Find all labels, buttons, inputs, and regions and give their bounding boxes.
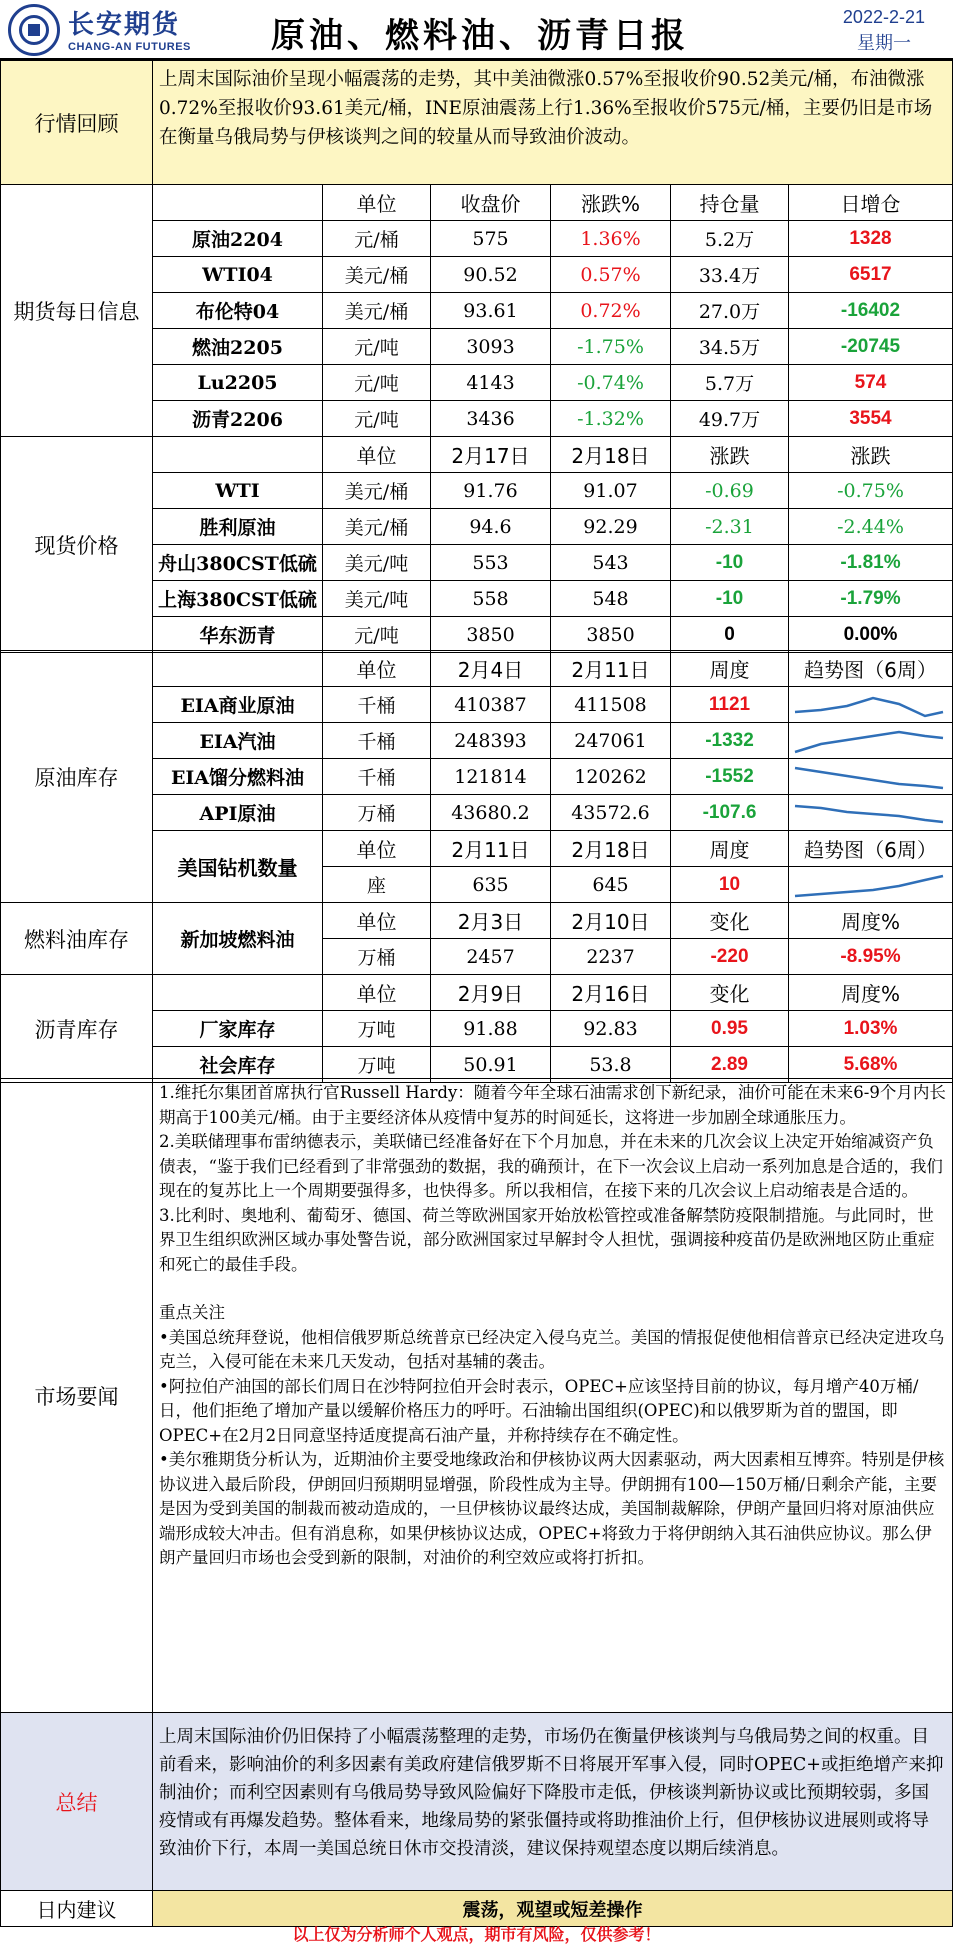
spot-row-d2: 92.29 xyxy=(551,509,671,545)
futures-label: 期货每日信息 xyxy=(1,185,153,437)
advice-label: 日内建议 xyxy=(1,1891,153,1927)
futures-row-name: 燃油2205 xyxy=(153,329,323,365)
futures-header-name xyxy=(153,185,323,221)
futures-row-close: 3093 xyxy=(431,329,551,365)
crude-row-d2: 411508 xyxy=(551,687,671,723)
spot-row-unit: 美元/桶 xyxy=(323,473,431,509)
futures-header-chg: 涨跌% xyxy=(551,185,671,221)
asphalt-header-d1: 2月9日 xyxy=(431,975,551,1011)
futures-row-oi: 5.7万 xyxy=(671,365,789,401)
news-item: •美尔雅期货分析认为，近期油价主要受地缘政治和伊核协议两大因素驱动，两大因素相互博弈。特别是伊核协议进入最后阶段，伊朗回归预期明显增强，阶段性成为主导。伊朗拥有100—150万桶/日剩余产能，主要是因为受到美国的制裁而被动造成的，一旦伊核协议最终达成，美国制裁解除，伊朗产量回归将对原油供应端形成较大冲击。但有消息称，如果伊核协议达成，OPEC+将致力于将伊朗纳入其石油供应协议。那么伊朗产量回归市场也会受到新的限制，对油价的利空效应或将打折扣。 xyxy=(159,1450,945,1567)
crude-row-d2: 247061 xyxy=(551,723,671,759)
crude-row-d2: 120262 xyxy=(551,759,671,795)
trend-sparkline xyxy=(791,870,947,900)
summary-table xyxy=(0,1712,953,1891)
crude-row-chg: 1121 xyxy=(671,687,789,723)
news-table xyxy=(0,1078,953,1713)
spot-header-d1: 2月17日 xyxy=(431,437,551,473)
futures-header-oi: 持仓量 xyxy=(671,185,789,221)
spot-label: 现货价格 xyxy=(1,437,153,653)
trend-sparkline xyxy=(791,798,947,828)
futures-row-daily: -20745 xyxy=(789,329,953,365)
crude-row-chg: -1552 xyxy=(671,759,789,795)
futures-row-daily: 574 xyxy=(789,365,953,401)
crude-row-name: EIA商业原油 xyxy=(153,687,323,723)
fuel-header-unit: 单位 xyxy=(323,903,431,939)
futures-row-close: 4143 xyxy=(431,365,551,401)
spot-row-chg: -10 xyxy=(671,545,789,581)
spot-row-unit: 美元/桶 xyxy=(323,509,431,545)
futures-row-close: 90.52 xyxy=(431,257,551,293)
crude-row-name: EIA馏分燃料油 xyxy=(153,759,323,795)
asphalt-header-chg: 变化 xyxy=(671,975,789,1011)
futures-row-name: 原油2204 xyxy=(153,221,323,257)
spot-row-d2: 91.07 xyxy=(551,473,671,509)
fuel-header-chg: 变化 xyxy=(671,903,789,939)
crude-row-name: EIA汽油 xyxy=(153,723,323,759)
rig-header-chg: 周度 xyxy=(671,831,789,867)
brand xyxy=(68,4,191,53)
summary-label: 总结 xyxy=(1,1713,153,1891)
rig-header-trend: 趋势图（6周） xyxy=(789,831,953,867)
trend-sparkline xyxy=(791,726,947,756)
futures-row-unit: 美元/桶 xyxy=(323,257,431,293)
futures-row-daily: 6517 xyxy=(789,257,953,293)
futures-row-chg: -1.75% xyxy=(551,329,671,365)
trend-sparkline-cell xyxy=(789,723,953,759)
crude-header-chg: 周度 xyxy=(671,651,789,687)
futures-row-close: 93.61 xyxy=(431,293,551,329)
spot-row-unit: 元/吨 xyxy=(323,617,431,653)
asphalt-row-unit: 万吨 xyxy=(323,1047,431,1083)
spot-row-pct: -1.81% xyxy=(789,545,953,581)
asphalt-header-unit: 单位 xyxy=(323,975,431,1011)
disclaimer: 以上仅为分析师个人观点，期市有风险，仅供参考！ xyxy=(292,1925,661,1944)
fuel-stock-label: 燃料油库存 xyxy=(1,903,153,975)
spot-row-d1: 558 xyxy=(431,581,551,617)
spot-row-chg: -0.69 xyxy=(671,473,789,509)
futures-header-unit: 单位 xyxy=(323,185,431,221)
futures-row-name: WTI04 xyxy=(153,257,323,293)
spot-row-name: WTI xyxy=(153,473,323,509)
rig-header-d1: 2月11日 xyxy=(431,831,551,867)
spot-header-unit: 单位 xyxy=(323,437,431,473)
futures-row-unit: 元/吨 xyxy=(323,329,431,365)
trend-sparkline-cell xyxy=(789,687,953,723)
news-item: 2.美联储理事布雷纳德表示，美联储已经准备好在下个月加息，并在未来的几次会议上决定开始缩减资产负债表，“鉴于我们已经看到了非常强劲的数据，我的确预计，在下一次会议上启动一系列加息是合适的，我们现在的复苏比上一个周期要强得多，也快得多。所以我相信，在接下来的几次会议上启动缩表是合适的。 xyxy=(159,1132,943,1200)
asphalt-row-name: 社会库存 xyxy=(153,1047,323,1083)
spot-row-pct: -0.75% xyxy=(789,473,953,509)
spot-header-d2: 2月18日 xyxy=(551,437,671,473)
news-spacer xyxy=(159,1277,946,1301)
futures-row-chg: -0.74% xyxy=(551,365,671,401)
asphalt-stock-table xyxy=(0,974,953,1083)
asphalt-header-name xyxy=(153,975,323,1011)
asphalt-row-d2: 53.8 xyxy=(551,1047,671,1083)
futures-header-daily: 日增仓 xyxy=(789,185,953,221)
trend-sparkline-cell xyxy=(789,795,953,831)
futures-table xyxy=(0,184,953,437)
futures-row-oi: 49.7万 xyxy=(671,401,789,437)
fuel-header-d2: 2月10日 xyxy=(551,903,671,939)
crude-header-d1: 2月4日 xyxy=(431,651,551,687)
futures-row-daily: -16402 xyxy=(789,293,953,329)
company-logo xyxy=(8,4,60,56)
asphalt-header-pct: 周度% xyxy=(789,975,953,1011)
futures-row-chg: 0.57% xyxy=(551,257,671,293)
futures-row-name: 布伦特04 xyxy=(153,293,323,329)
asphalt-row-pct: 1.03% xyxy=(789,1011,953,1047)
asphalt-row-chg: 2.89 xyxy=(671,1047,789,1083)
report-date: 2022-2-21 xyxy=(842,7,925,27)
news-item: •美国总统拜登说，他相信俄罗斯总统普京已经决定入侵乌克兰。美国的情报促使他相信普京已经决定进攻乌克兰，入侵可能在未来几天发动，包括对基辅的袭击。 xyxy=(159,1327,945,1371)
crude-row-d1: 121814 xyxy=(431,759,551,795)
brand-name-cn: 长安期货 xyxy=(68,10,181,40)
rig-unit: 座 xyxy=(323,867,431,903)
fuel-stock-table xyxy=(0,902,953,975)
fuel-stock-name: 新加坡燃料油 xyxy=(153,903,323,975)
futures-row-unit: 元/吨 xyxy=(323,365,431,401)
rig-count-name: 美国钻机数量 xyxy=(153,831,323,903)
spot-header-name xyxy=(153,437,323,473)
rig-header-unit: 单位 xyxy=(323,831,431,867)
asphalt-row-d1: 50.91 xyxy=(431,1047,551,1083)
futures-row-unit: 元/桶 xyxy=(323,221,431,257)
fuel-d2: 2237 xyxy=(551,939,671,975)
spot-row-d1: 3850 xyxy=(431,617,551,653)
brand-name-en: CHANG-AN FUTURES xyxy=(68,41,191,53)
crude-stock-table xyxy=(0,650,953,903)
spot-row-pct: 0.00% xyxy=(789,617,953,653)
spot-row-d2: 548 xyxy=(551,581,671,617)
summary-text: 上周末国际油价仍旧保持了小幅震荡整理的走势，市场仍在衡量伊核谈判与乌俄局势之间的权重。目前看来，影响油价的利多因素有美政府建信俄罗斯不日将展开军事入侵，同时OPEC+或拒绝增产来抑制油价；而利空因素则有乌俄局势导致风险偏好下降股市走低，伊核谈判新协议或比预期较弱，多国疫情或有再爆发趋势。整体看来，地缘局势的紧张僵持或将助推油价上行，但伊核协议进展则或将导致油价下行，本周一美国总统日休市交投清淡，建议保持观望态度以期后续消息。 xyxy=(153,1713,953,1891)
trend-sparkline xyxy=(791,690,947,720)
crude-row-d1: 248393 xyxy=(431,723,551,759)
spot-row-pct: -1.79% xyxy=(789,581,953,617)
rig-chg: 10 xyxy=(671,867,789,903)
crude-header-unit: 单位 xyxy=(323,651,431,687)
crude-header-d2: 2月11日 xyxy=(551,651,671,687)
asphalt-row-chg: 0.95 xyxy=(671,1011,789,1047)
futures-row-name: Lu2205 xyxy=(153,365,323,401)
futures-row-daily: 3554 xyxy=(789,401,953,437)
asphalt-row-unit: 万吨 xyxy=(323,1011,431,1047)
rig-d1: 635 xyxy=(431,867,551,903)
crude-row-unit: 千桶 xyxy=(323,723,431,759)
futures-row-unit: 美元/桶 xyxy=(323,293,431,329)
spot-row-chg: -10 xyxy=(671,581,789,617)
futures-row-oi: 27.0万 xyxy=(671,293,789,329)
report-title: 原油、燃料油、沥青日报 xyxy=(271,16,689,56)
fuel-header-pct: 周度% xyxy=(789,903,953,939)
futures-row-close: 575 xyxy=(431,221,551,257)
spot-row-d2: 543 xyxy=(551,545,671,581)
review-table xyxy=(0,60,953,185)
news-item: 3.比利时、奥地利、葡萄牙、德国、荷兰等欧洲国家开始放松管控或准备解禁防疫限制措施。与此同时，世界卫生组织欧洲区域办事处警告说，部分欧洲国家过早解封令人担忧，强调接种疫苗仍是欧洲地区防止重症和死亡的最佳手段。 xyxy=(159,1205,935,1274)
crude-stock-label: 原油库存 xyxy=(1,651,153,903)
asphalt-stock-label: 沥青库存 xyxy=(1,975,153,1083)
trend-sparkline-cell xyxy=(789,867,953,903)
fuel-pct: -8.95% xyxy=(789,939,953,975)
futures-row-close: 3436 xyxy=(431,401,551,437)
news-item: 1.维托尔集团首席执行官Russell Hardy：随着今年全球石油需求创下新纪录，油价可能在未来6-9个月内长期高于100美元/桶。由于主要经济体从疫情中复苏的时间延长，这将进一步加剧全球通胀压力。 xyxy=(159,1083,946,1127)
fuel-d1: 2457 xyxy=(431,939,551,975)
spot-row-pct: -2.44% xyxy=(789,509,953,545)
futures-row-oi: 34.5万 xyxy=(671,329,789,365)
crude-header-trend: 趋势图（6周） xyxy=(789,651,953,687)
spot-row-d1: 91.76 xyxy=(431,473,551,509)
news-item: •阿拉伯产油国的部长们周日在沙特阿拉伯开会时表示，OPEC+应该坚持目前的协议，每月增产40万桶/日，他们拒绝了增加产量以缓解价格压力的呼吁。石油输出国组织(OPEC)和以俄罗斯为首的盟国，即OPEC+在2月2日同意坚持适度提高石油产量，并称持续存在不确定性。 xyxy=(159,1376,919,1445)
spot-row-name: 上海380CST低硫 xyxy=(153,581,323,617)
futures-row-oi: 5.2万 xyxy=(671,221,789,257)
spot-header-chg: 涨跌 xyxy=(671,437,789,473)
spot-row-unit: 美元/吨 xyxy=(323,545,431,581)
futures-row-unit: 元/吨 xyxy=(323,401,431,437)
spot-row-chg: 0 xyxy=(671,617,789,653)
asphalt-row-name: 厂家库存 xyxy=(153,1011,323,1047)
crude-row-chg: -1332 xyxy=(671,723,789,759)
futures-row-daily: 1328 xyxy=(789,221,953,257)
rig-d2: 645 xyxy=(551,867,671,903)
crude-row-unit: 千桶 xyxy=(323,759,431,795)
spot-row-name: 舟山380CST低硫 xyxy=(153,545,323,581)
crude-row-d1: 43680.2 xyxy=(431,795,551,831)
crude-row-chg: -107.6 xyxy=(671,795,789,831)
news-focus-heading: 重点关注 xyxy=(159,1303,225,1322)
asphalt-row-pct: 5.68% xyxy=(789,1047,953,1083)
spot-row-d1: 94.6 xyxy=(431,509,551,545)
asphalt-row-d1: 91.88 xyxy=(431,1011,551,1047)
spot-row-chg: -2.31 xyxy=(671,509,789,545)
spot-row-name: 华东沥青 xyxy=(153,617,323,653)
rig-header-d2: 2月18日 xyxy=(551,831,671,867)
fuel-chg: -220 xyxy=(671,939,789,975)
news-content xyxy=(153,1079,953,1713)
trend-sparkline xyxy=(791,762,947,792)
fuel-unit: 万桶 xyxy=(323,939,431,975)
asphalt-header-d2: 2月16日 xyxy=(551,975,671,1011)
spot-row-d2: 3850 xyxy=(551,617,671,653)
report-header xyxy=(0,0,953,60)
trend-sparkline-cell xyxy=(789,759,953,795)
futures-row-chg: 1.36% xyxy=(551,221,671,257)
fuel-header-d1: 2月3日 xyxy=(431,903,551,939)
spot-row-unit: 美元/吨 xyxy=(323,581,431,617)
crude-header-name xyxy=(153,651,323,687)
crude-row-unit: 千桶 xyxy=(323,687,431,723)
report-weekday: 星期一 xyxy=(856,33,911,53)
review-text: 上周末国际油价呈现小幅震荡的走势，其中美油微涨0.57%至报收价90.52美元/桶，布油微涨0.72%至报收价93.61美元/桶，INE原油震荡上行1.36%至报收价575元/桶，主要仍旧是市场在衡量乌俄局势与伊核谈判之间的较量从而导致油价波动。 xyxy=(153,61,953,185)
futures-row-oi: 33.4万 xyxy=(671,257,789,293)
advice-text: 震荡，观望或短差操作 xyxy=(153,1891,953,1927)
futures-header-close: 收盘价 xyxy=(431,185,551,221)
spot-row-d1: 553 xyxy=(431,545,551,581)
futures-row-chg: 0.72% xyxy=(551,293,671,329)
news-label: 市场要闻 xyxy=(1,1079,153,1713)
asphalt-row-d2: 92.83 xyxy=(551,1011,671,1047)
spot-table xyxy=(0,436,953,653)
futures-row-chg: -1.32% xyxy=(551,401,671,437)
futures-row-name: 沥青2206 xyxy=(153,401,323,437)
spot-row-name: 胜利原油 xyxy=(153,509,323,545)
crude-row-d2: 43572.6 xyxy=(551,795,671,831)
crude-row-unit: 万桶 xyxy=(323,795,431,831)
crude-row-d1: 410387 xyxy=(431,687,551,723)
review-label: 行情回顾 xyxy=(1,61,153,185)
crude-row-name: API原油 xyxy=(153,795,323,831)
report-date-block xyxy=(843,4,925,56)
spot-header-pct: 涨跌 xyxy=(789,437,953,473)
